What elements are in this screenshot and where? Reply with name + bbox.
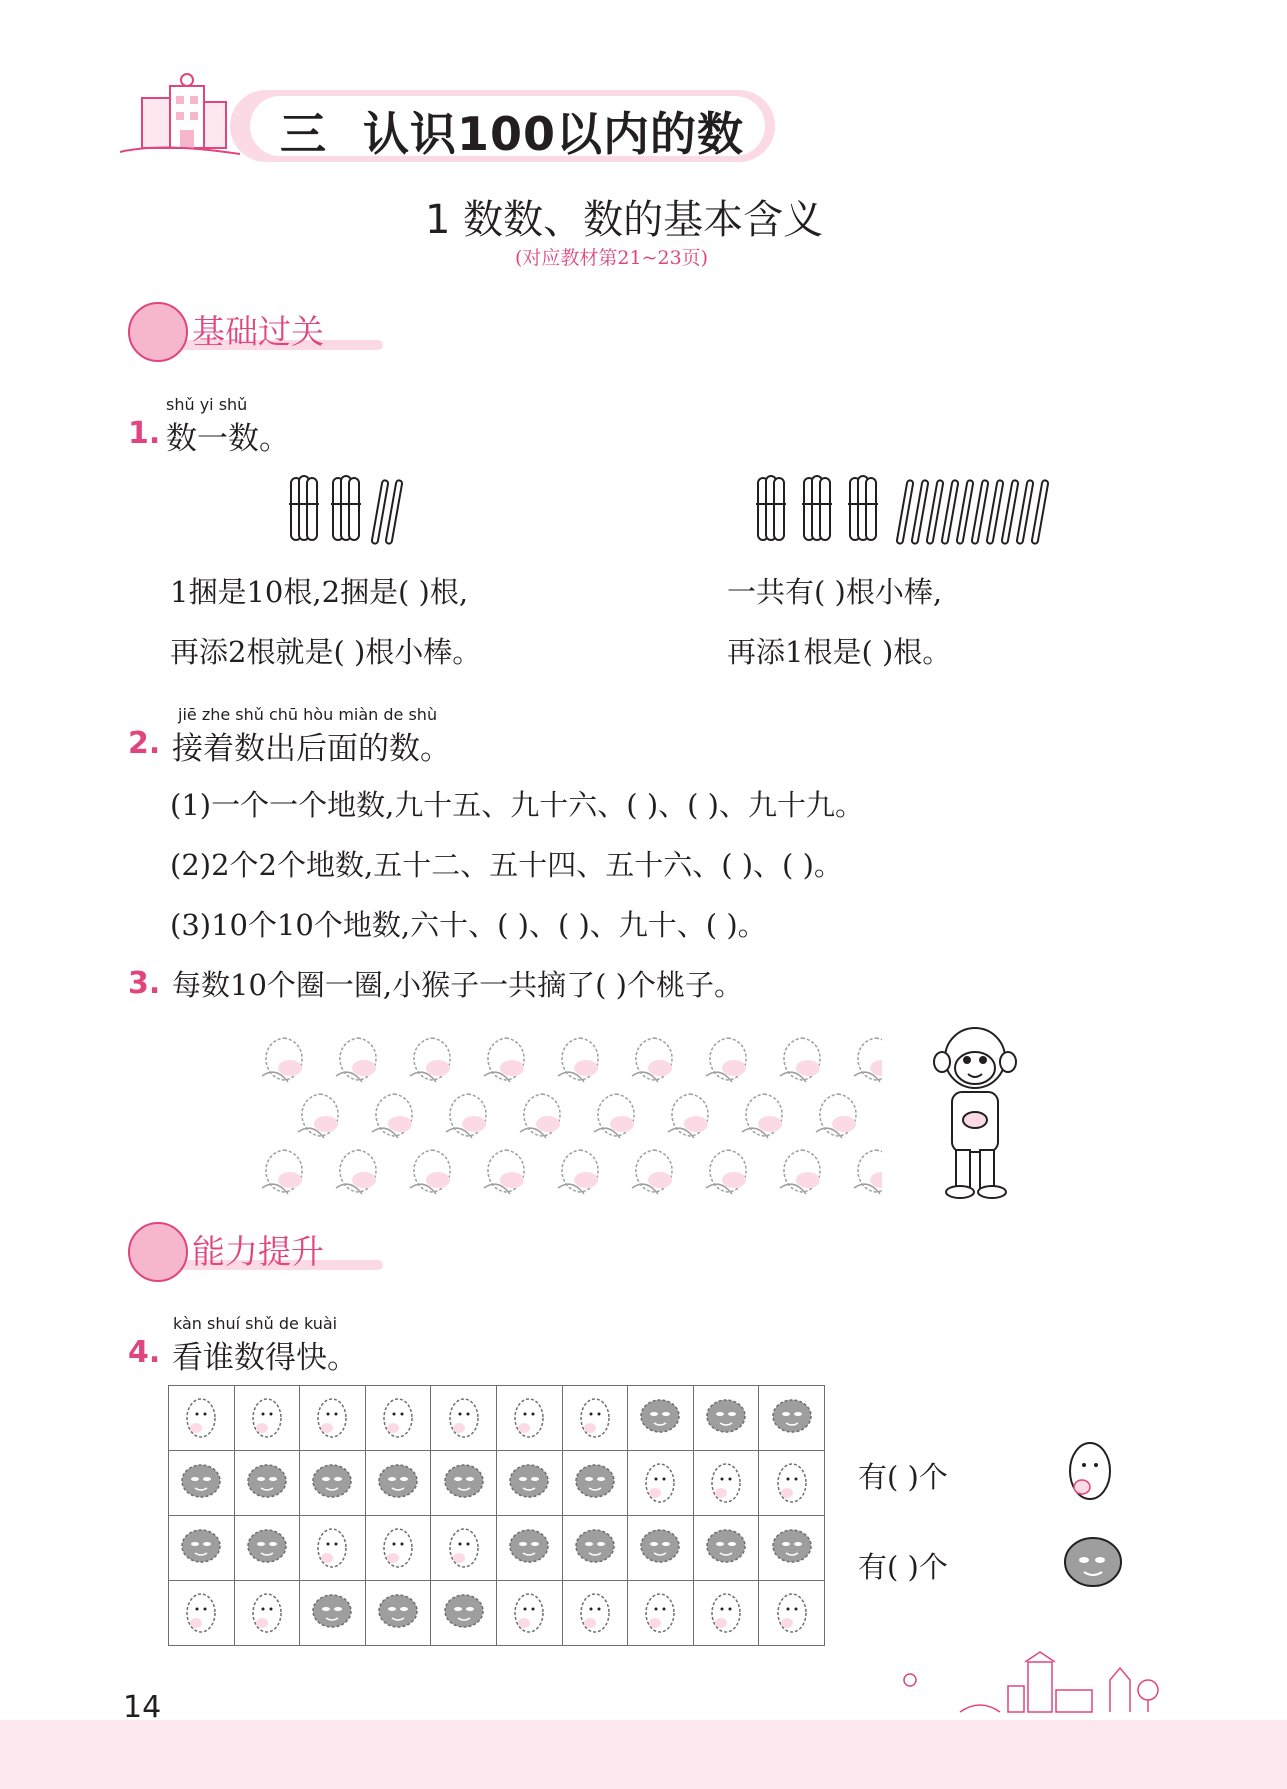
bean-character-icon — [1060, 1530, 1126, 1592]
bean-character-icon — [374, 1459, 422, 1503]
bean-character-icon — [308, 1589, 356, 1633]
q3-number: 3. — [128, 966, 161, 1001]
q1-pinyin: shǔ yi shǔ — [166, 395, 248, 414]
egg-character-icon — [442, 1392, 486, 1440]
peach — [780, 1038, 820, 1082]
egg-character-icon — [507, 1587, 551, 1635]
stick-bundles-illustration-b — [752, 470, 1062, 550]
peach — [446, 1094, 486, 1138]
grid-cell-egg — [496, 1386, 562, 1451]
grid-cell-egg — [431, 1516, 497, 1581]
egg-character-icon — [310, 1392, 354, 1440]
grid-row — [169, 1516, 825, 1581]
peach — [484, 1038, 524, 1082]
q4-pinyin: kàn shuí shǔ de kuài — [173, 1314, 338, 1333]
egg-character-icon — [179, 1392, 223, 1440]
grid-cell-bean — [628, 1516, 694, 1581]
peach — [558, 1038, 598, 1082]
lesson-title: 1 数数、数的基本含义 — [425, 197, 824, 243]
grid-cell-egg — [693, 1451, 759, 1516]
grid-row — [169, 1386, 825, 1451]
q2-line-2: (2)2个2个地数,五十二、五十四、五十六、( )、( )。 — [170, 848, 843, 882]
bean-character-icon — [440, 1589, 488, 1633]
grid-cell-bean — [365, 1581, 431, 1646]
q4-answer-1: 有( )个 — [858, 1460, 948, 1494]
peach — [854, 1150, 882, 1194]
peach — [706, 1150, 746, 1194]
grid-cell-egg — [169, 1581, 235, 1646]
grid-cell-bean — [693, 1516, 759, 1581]
bean-character-icon — [636, 1524, 684, 1568]
grid-cell-bean — [693, 1386, 759, 1451]
bean-character-icon — [243, 1524, 291, 1568]
egg-character-icon — [179, 1587, 223, 1635]
peach — [816, 1094, 856, 1138]
grid-cell-egg — [759, 1581, 825, 1646]
peach — [668, 1094, 708, 1138]
grid-cell-egg — [169, 1386, 235, 1451]
q4-answer-2: 有( )个 — [858, 1550, 948, 1584]
grid-cell-egg — [300, 1516, 366, 1581]
q1-right-line-1: 一共有( )根小棒, — [727, 575, 943, 609]
grid-cell-egg — [693, 1581, 759, 1646]
bean-character-icon — [177, 1459, 225, 1503]
peach — [410, 1150, 450, 1194]
q4-number: 4. — [128, 1335, 161, 1370]
egg-character-icon — [704, 1587, 748, 1635]
grid-cell-bean — [169, 1516, 235, 1581]
q2-pinyin: jiē zhe shǔ chū hòu miàn de shù — [178, 705, 438, 724]
town-decoration-icon — [880, 1650, 1180, 1720]
grid-cell-bean — [431, 1581, 497, 1646]
grid-cell-egg — [431, 1386, 497, 1451]
grid-cell-egg — [365, 1386, 431, 1451]
grid-cell-bean — [759, 1516, 825, 1581]
peach — [558, 1150, 598, 1194]
bean-character-icon — [702, 1394, 750, 1438]
peach — [854, 1038, 882, 1082]
q3-text: 每数10个圈一圈,小猴子一共摘了( )个桃子。 — [172, 968, 743, 1002]
peach — [706, 1038, 746, 1082]
q2-line-1: (1)一个一个地数,九十五、九十六、( )、( )、九十九。 — [170, 788, 864, 822]
grid-cell-egg — [234, 1581, 300, 1646]
section-advanced-heading: 能力提升 — [128, 1222, 388, 1284]
egg-character-icon — [1060, 1435, 1120, 1505]
building-icon — [120, 72, 240, 168]
egg-character-icon — [376, 1522, 420, 1570]
peach — [742, 1094, 782, 1138]
peach — [594, 1094, 634, 1138]
egg-character-icon — [245, 1587, 289, 1635]
grid-row — [169, 1451, 825, 1516]
egg-character-icon — [573, 1392, 617, 1440]
grid-cell-bean — [431, 1451, 497, 1516]
counting-grid — [168, 1385, 825, 1646]
grid-cell-egg — [628, 1451, 694, 1516]
egg-character-icon — [507, 1392, 551, 1440]
chapter-banner — [120, 72, 775, 168]
grid-cell-egg — [234, 1386, 300, 1451]
bean-character-icon — [571, 1524, 619, 1568]
grid-cell-bean — [628, 1386, 694, 1451]
peach — [298, 1094, 338, 1138]
q1-text: 数一数。 — [166, 421, 290, 457]
grid-cell-egg — [300, 1386, 366, 1451]
bean-character-icon — [505, 1459, 553, 1503]
bean-character-icon — [440, 1459, 488, 1503]
grid-row — [169, 1581, 825, 1646]
peach — [410, 1038, 450, 1082]
bean-character-icon — [243, 1459, 291, 1503]
grid-cell-egg — [365, 1516, 431, 1581]
grid-cell-bean — [562, 1516, 628, 1581]
peach — [372, 1094, 412, 1138]
grid-cell-egg — [759, 1451, 825, 1516]
peach — [262, 1150, 302, 1194]
bean-character-icon — [702, 1524, 750, 1568]
q1-right-line-2: 再添1根是( )根。 — [727, 635, 952, 669]
egg-character-icon — [573, 1587, 617, 1635]
girl-avatar-icon — [128, 302, 188, 362]
peach — [262, 1038, 302, 1082]
peach — [336, 1038, 376, 1082]
stick-bundles-illustration-a — [285, 470, 425, 550]
q2-line-3: (3)10个10个地数,六十、( )、( )、九十、( )。 — [170, 908, 767, 942]
grid-cell-egg — [628, 1581, 694, 1646]
egg-character-icon — [638, 1457, 682, 1505]
egg-character-icon — [638, 1587, 682, 1635]
bean-character-icon — [308, 1459, 356, 1503]
grid-cell-bean — [562, 1451, 628, 1516]
grid-cell-bean — [300, 1581, 366, 1646]
q1-left-line-2: 再添2根就是( )根小棒。 — [170, 635, 482, 669]
grid-cell-bean — [365, 1451, 431, 1516]
bean-character-icon — [505, 1524, 553, 1568]
egg-character-icon — [704, 1457, 748, 1505]
grid-cell-egg — [562, 1386, 628, 1451]
peach — [520, 1094, 560, 1138]
monkey-icon — [930, 1020, 1020, 1205]
grid-cell-egg — [562, 1581, 628, 1646]
boy-avatar-icon — [128, 1222, 188, 1282]
page-number: 14 — [123, 1690, 162, 1725]
peach — [484, 1150, 524, 1194]
egg-character-icon — [770, 1457, 814, 1505]
grid-cell-egg — [496, 1581, 562, 1646]
bean-character-icon — [374, 1589, 422, 1633]
bean-character-icon — [177, 1524, 225, 1568]
q2-number: 2. — [128, 726, 161, 761]
egg-character-icon — [310, 1522, 354, 1570]
q1-left-line-1: 1捆是10根,2捆是( )根, — [170, 575, 469, 609]
q1-number: 1. — [128, 416, 161, 451]
peaches-illustration — [262, 1030, 882, 1200]
footer-band — [0, 1720, 1287, 1789]
grid-cell-bean — [759, 1386, 825, 1451]
grid-cell-bean — [234, 1451, 300, 1516]
peach — [632, 1038, 672, 1082]
peach — [780, 1150, 820, 1194]
q4-text: 看谁数得快。 — [172, 1340, 358, 1376]
bean-character-icon — [571, 1459, 619, 1503]
textbook-reference: (对应教材第21~23页) — [515, 247, 709, 269]
peach — [336, 1150, 376, 1194]
q2-text: 接着数出后面的数。 — [172, 731, 451, 767]
grid-cell-bean — [300, 1451, 366, 1516]
egg-character-icon — [376, 1392, 420, 1440]
egg-character-icon — [770, 1587, 814, 1635]
bean-character-icon — [768, 1394, 816, 1438]
peach — [632, 1150, 672, 1194]
section-basic-heading: 基础过关 — [128, 302, 388, 364]
grid-cell-bean — [496, 1451, 562, 1516]
chapter-title: 三 认识100以内的数 — [280, 107, 745, 161]
egg-character-icon — [442, 1522, 486, 1570]
grid-cell-bean — [169, 1451, 235, 1516]
grid-cell-bean — [234, 1516, 300, 1581]
bean-character-icon — [768, 1524, 816, 1568]
egg-character-icon — [245, 1392, 289, 1440]
bean-character-icon — [636, 1394, 684, 1438]
grid-cell-bean — [496, 1516, 562, 1581]
